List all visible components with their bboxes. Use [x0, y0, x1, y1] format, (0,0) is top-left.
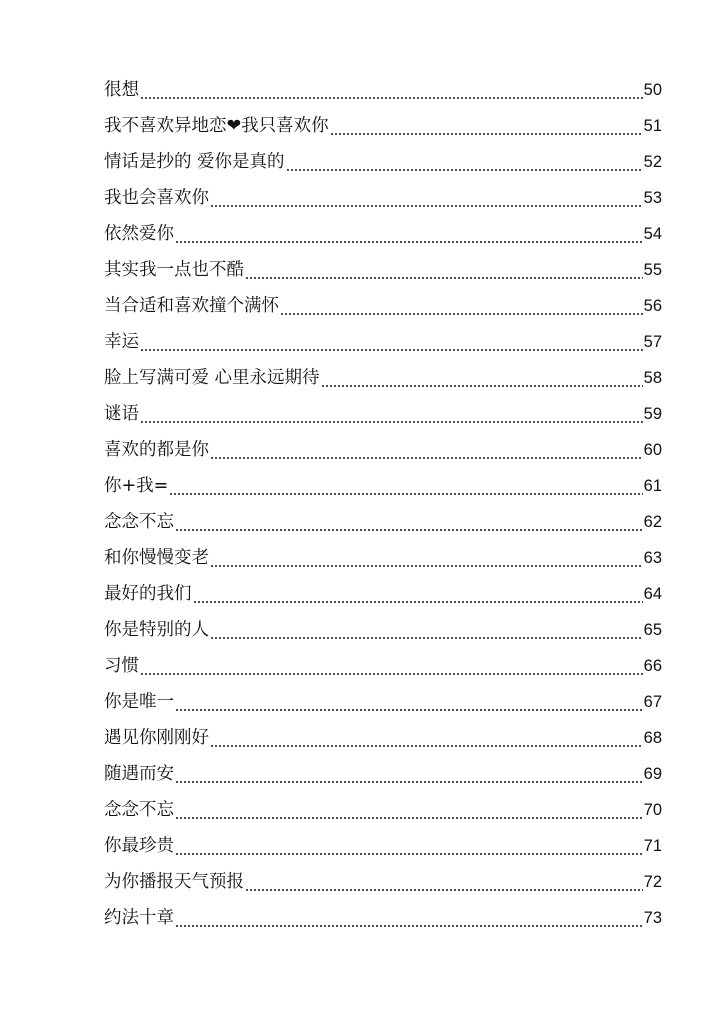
toc-entry[interactable]: [104, 606, 662, 642]
toc-entry-title: 随遇而安: [104, 764, 174, 784]
toc-entry[interactable]: [104, 750, 662, 786]
toc-entry-page-number: 60: [643, 441, 662, 459]
toc-entry[interactable]: [104, 534, 662, 570]
toc-entry-title: 情话是抄的 爱你是真的: [104, 152, 285, 172]
toc-entry-page-number: 66: [643, 657, 662, 675]
toc-entry-page-number: 73: [643, 909, 662, 927]
toc-entry-title: 谜语: [104, 404, 139, 424]
toc-entry-page-number: 70: [643, 801, 662, 819]
toc-entry[interactable]: [104, 282, 662, 318]
dot-leader: [140, 330, 643, 354]
toc-entry-page-number: 56: [643, 297, 662, 315]
toc-entry-title: 脸上写满可爱 心里永远期待: [104, 368, 320, 388]
toc-entry[interactable]: [104, 570, 662, 606]
dot-leader: [210, 726, 643, 750]
toc-entry[interactable]: [104, 642, 662, 678]
toc-entry-page-number: 50: [643, 81, 662, 99]
toc-entry-page-number: 57: [643, 333, 662, 351]
toc-entry-title: 你最珍贵: [104, 836, 174, 856]
dot-leader: [210, 186, 643, 210]
toc-entry-page-number: 64: [643, 585, 662, 603]
toc-entry-page-number: 69: [643, 765, 662, 783]
dot-leader: [245, 870, 643, 894]
table-of-contents: [104, 66, 662, 930]
toc-entry[interactable]: [104, 858, 662, 894]
toc-entry-page-number: 62: [643, 513, 662, 531]
toc-entry-title: 你+我=: [104, 476, 169, 496]
toc-entry[interactable]: [104, 426, 662, 462]
dot-leader: [140, 78, 643, 102]
toc-entry-page-number: 61: [643, 477, 662, 495]
toc-entry-page-number: 51: [643, 117, 662, 135]
toc-entry[interactable]: [104, 822, 662, 858]
toc-entry[interactable]: [104, 174, 662, 210]
dot-leader: [321, 366, 643, 390]
toc-entry[interactable]: [104, 498, 662, 534]
toc-entry-page-number: 55: [643, 261, 662, 279]
dot-leader: [175, 690, 643, 714]
toc-entry-page-number: 71: [643, 837, 662, 855]
toc-entry-title: 最好的我们: [104, 584, 192, 604]
toc-entry-page-number: 53: [643, 189, 662, 207]
dot-leader: [175, 906, 643, 930]
dot-leader: [175, 510, 643, 534]
toc-entry[interactable]: [104, 786, 662, 822]
toc-entry-page-number: 68: [643, 729, 662, 747]
toc-entry-title: 其实我一点也不酷: [104, 260, 244, 280]
toc-entry[interactable]: [104, 318, 662, 354]
dot-leader: [169, 474, 642, 498]
toc-entry[interactable]: [104, 678, 662, 714]
dot-leader: [280, 294, 643, 318]
toc-entry-page-number: 52: [643, 153, 662, 171]
toc-entry-title: 为你播报天气预报: [104, 872, 244, 892]
toc-entry-title: 和你慢慢变老: [104, 548, 209, 568]
toc-entry[interactable]: [104, 246, 662, 282]
toc-entry-title: 遇见你刚刚好: [104, 728, 209, 748]
toc-entry-page-number: 59: [643, 405, 662, 423]
toc-entry-title: 我不喜欢异地恋❤我只喜欢你: [104, 116, 329, 136]
dot-leader: [193, 582, 643, 606]
toc-entry[interactable]: [104, 138, 662, 174]
toc-entry[interactable]: [104, 462, 662, 498]
toc-entry[interactable]: [104, 66, 662, 102]
toc-entry-page-number: 58: [643, 369, 662, 387]
toc-entry-title: 习惯: [104, 656, 139, 676]
dot-leader: [210, 546, 643, 570]
dot-leader: [175, 762, 643, 786]
toc-entry[interactable]: [104, 210, 662, 246]
toc-entry-page-number: 67: [643, 693, 662, 711]
dot-leader: [245, 258, 643, 282]
dot-leader: [210, 438, 643, 462]
toc-entry-title: 你是唯一: [104, 692, 174, 712]
dot-leader: [175, 222, 643, 246]
toc-entry-title: 很想: [104, 80, 139, 100]
toc-entry-title: 念念不忘: [104, 512, 174, 532]
toc-entry[interactable]: [104, 390, 662, 426]
toc-entry-page-number: 54: [643, 225, 662, 243]
dot-leader: [210, 618, 643, 642]
toc-entry-page-number: 72: [643, 873, 662, 891]
toc-entry-title: 念念不忘: [104, 800, 174, 820]
toc-entry-title: 你是特别的人: [104, 620, 209, 640]
toc-entry-page-number: 65: [643, 621, 662, 639]
toc-entry[interactable]: [104, 714, 662, 750]
dot-leader: [286, 150, 643, 174]
dot-leader: [140, 402, 643, 426]
toc-entry[interactable]: [104, 354, 662, 390]
dot-leader: [175, 834, 643, 858]
toc-entry[interactable]: [104, 894, 662, 930]
dot-leader: [330, 114, 643, 138]
dot-leader: [140, 654, 643, 678]
dot-leader: [175, 798, 643, 822]
toc-entry-title: 幸运: [104, 332, 139, 352]
toc-entry[interactable]: [104, 102, 662, 138]
toc-entry-title: 当合适和喜欢撞个满怀: [104, 296, 279, 316]
toc-entry-page-number: 63: [643, 549, 662, 567]
toc-entry-title: 我也会喜欢你: [104, 188, 209, 208]
toc-entry-title: 约法十章: [104, 908, 174, 928]
toc-entry-title: 依然爱你: [104, 224, 174, 244]
toc-entry-title: 喜欢的都是你: [104, 440, 209, 460]
